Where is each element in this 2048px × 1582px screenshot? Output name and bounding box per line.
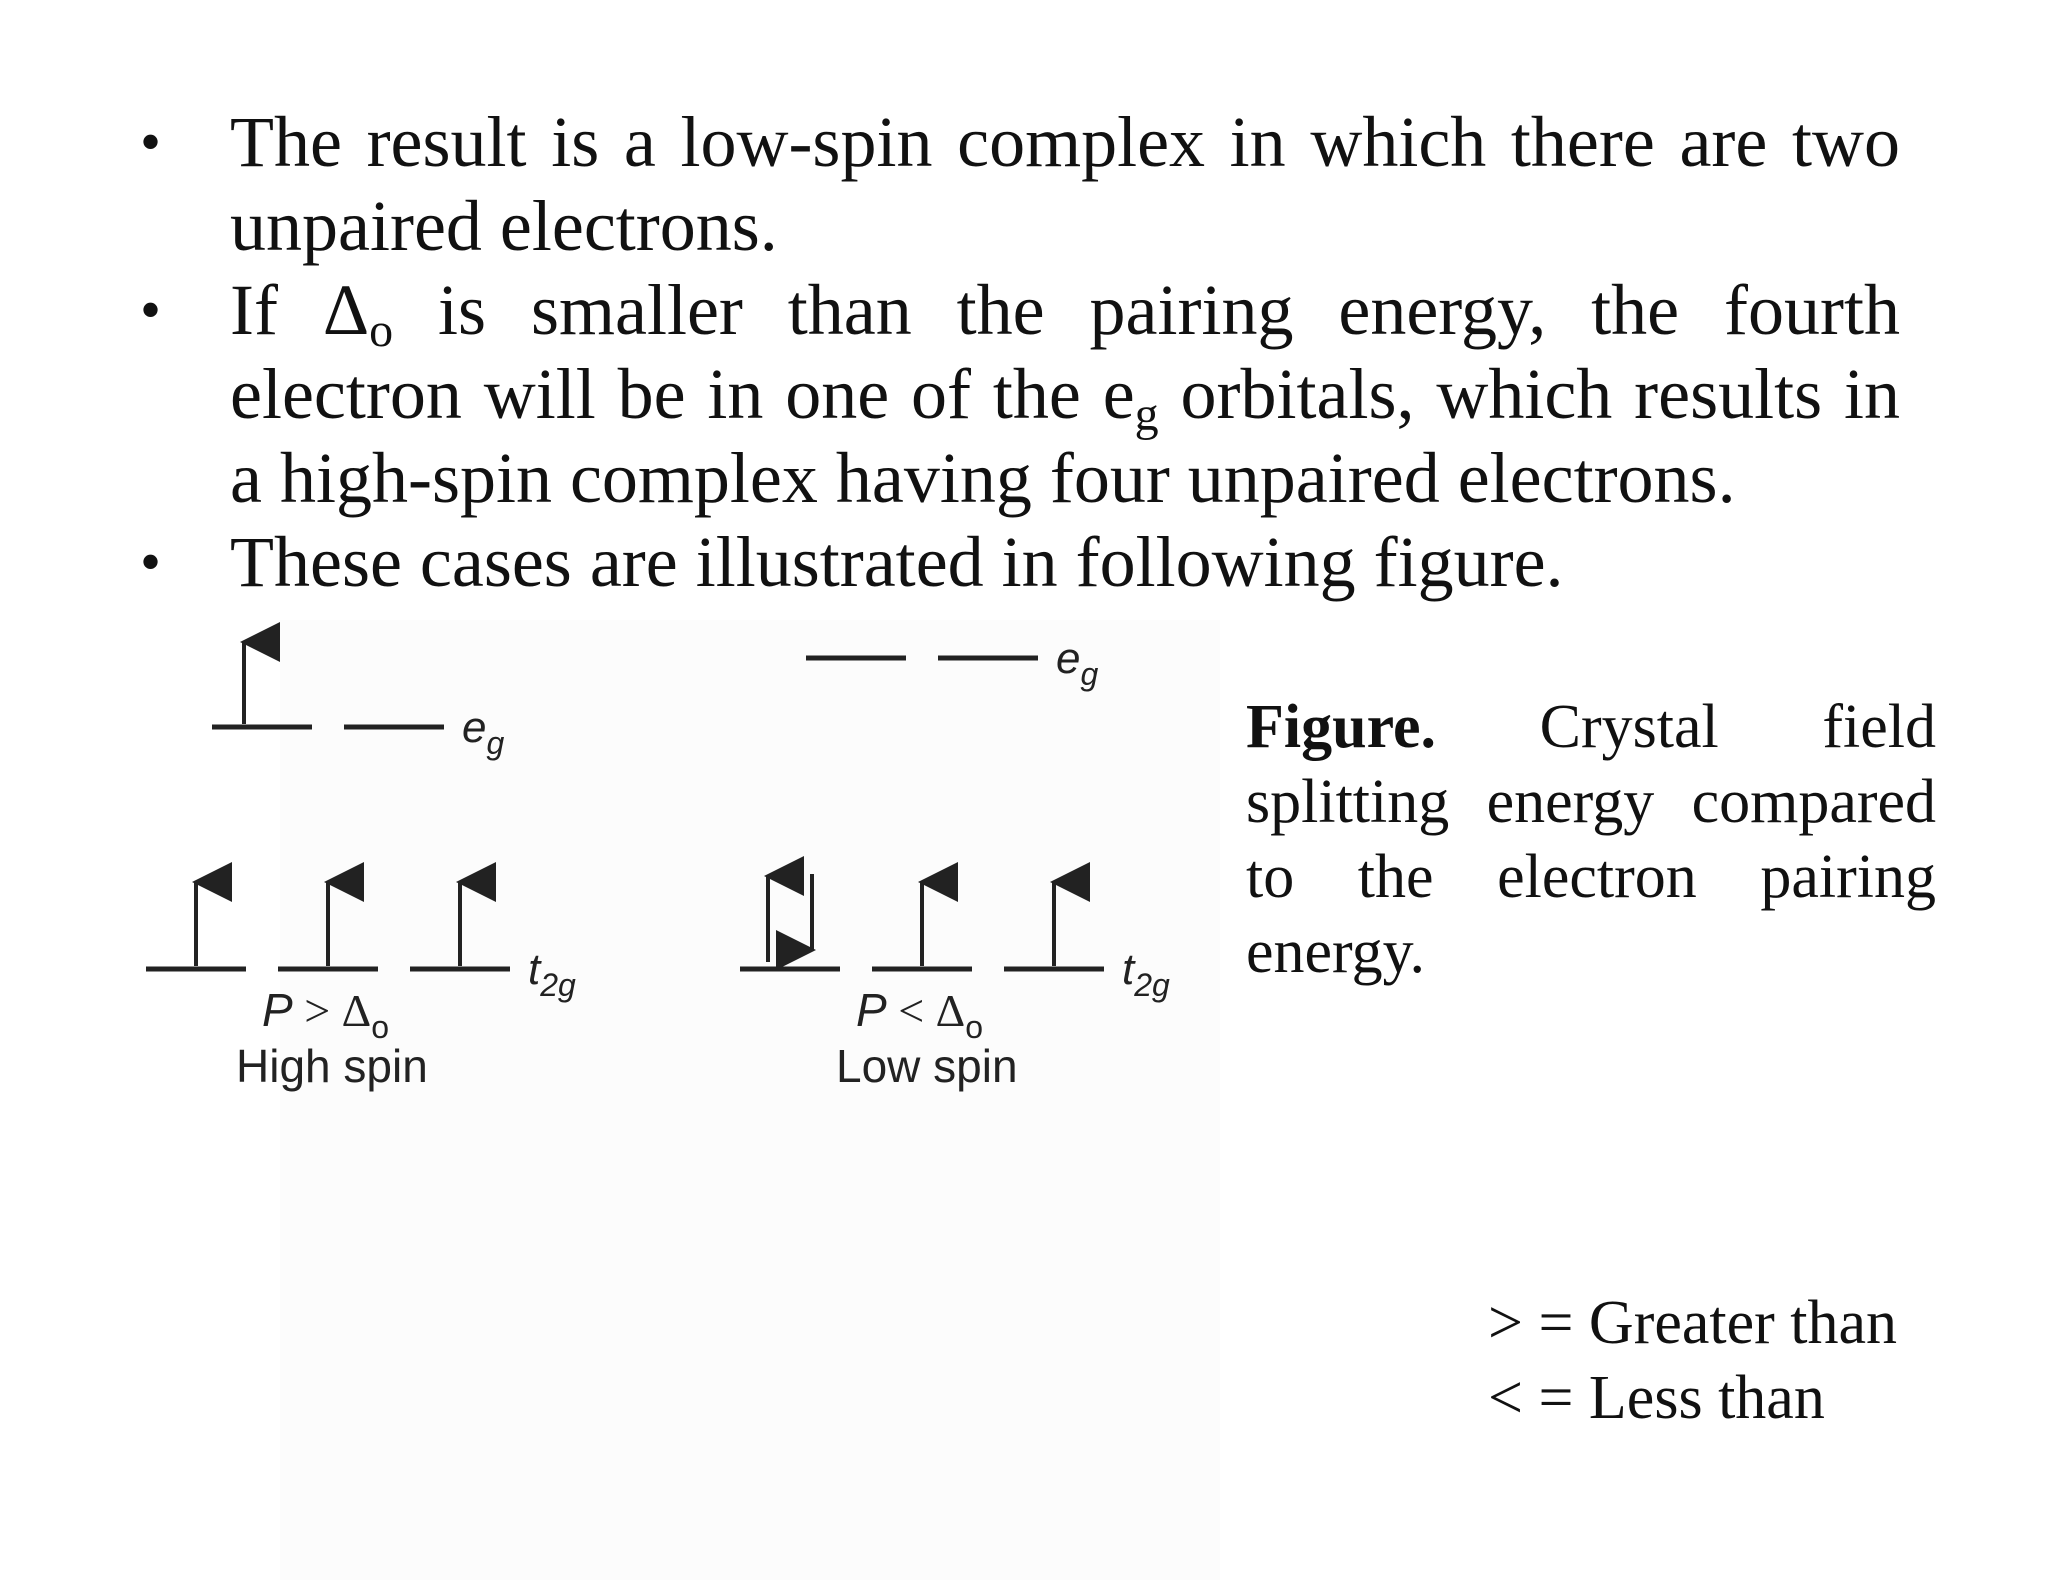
high-spin-diagram bbox=[146, 642, 510, 969]
bullet-text: These cases are illustrated in following figure. bbox=[230, 522, 1564, 602]
low-spin-condition: $P < \Delta_o$ bbox=[856, 984, 984, 1045]
high-spin-caption: High spin bbox=[236, 1040, 428, 1092]
eg-label: $e_g$ bbox=[462, 703, 505, 761]
eg-label: $e_g$ bbox=[1056, 634, 1099, 692]
bullet-text: The result is a low-spin complex in which there are two unpaired electrons. bbox=[230, 102, 1900, 266]
delta-subscript: o bbox=[369, 304, 394, 357]
t2g-label: $t_{2g}$ bbox=[1122, 945, 1170, 1003]
bullet-text-post: orbitals, which results in a high-spin complex having four unpaired electrons. bbox=[230, 354, 1900, 518]
caption-label: Figure. bbox=[1246, 693, 1436, 761]
t2g-label: $t_{2g}$ bbox=[528, 945, 576, 1003]
legend-greater-than: > = Greater than bbox=[1488, 1289, 1898, 1357]
eg-subscript: g bbox=[1134, 388, 1159, 441]
bullet-text-mid: is smaller than the pairing energy, the fourth electron will be in one of the e bbox=[230, 270, 1900, 434]
bullet-text-pre: If Δ bbox=[230, 270, 370, 350]
legend-less-than: < = Less than bbox=[1488, 1364, 1825, 1432]
low-spin-caption: Low spin bbox=[836, 1040, 1018, 1092]
symbol-legend bbox=[1488, 1286, 1897, 1436]
bullet-dot: • bbox=[140, 277, 162, 343]
caption-text: Crystal field splitting energy compared to the electron pairing bbox=[1246, 693, 1936, 911]
caption-last-line: energy. bbox=[1246, 918, 1426, 986]
high-spin-condition: $P > \Delta_o$ bbox=[262, 984, 390, 1045]
figure-caption bbox=[1246, 690, 1936, 990]
crystal-field-diagram bbox=[0, 0, 1220, 1130]
bullet-dot: • bbox=[140, 529, 162, 595]
bullet-dot: • bbox=[140, 109, 162, 175]
low-spin-diagram bbox=[740, 658, 1104, 969]
